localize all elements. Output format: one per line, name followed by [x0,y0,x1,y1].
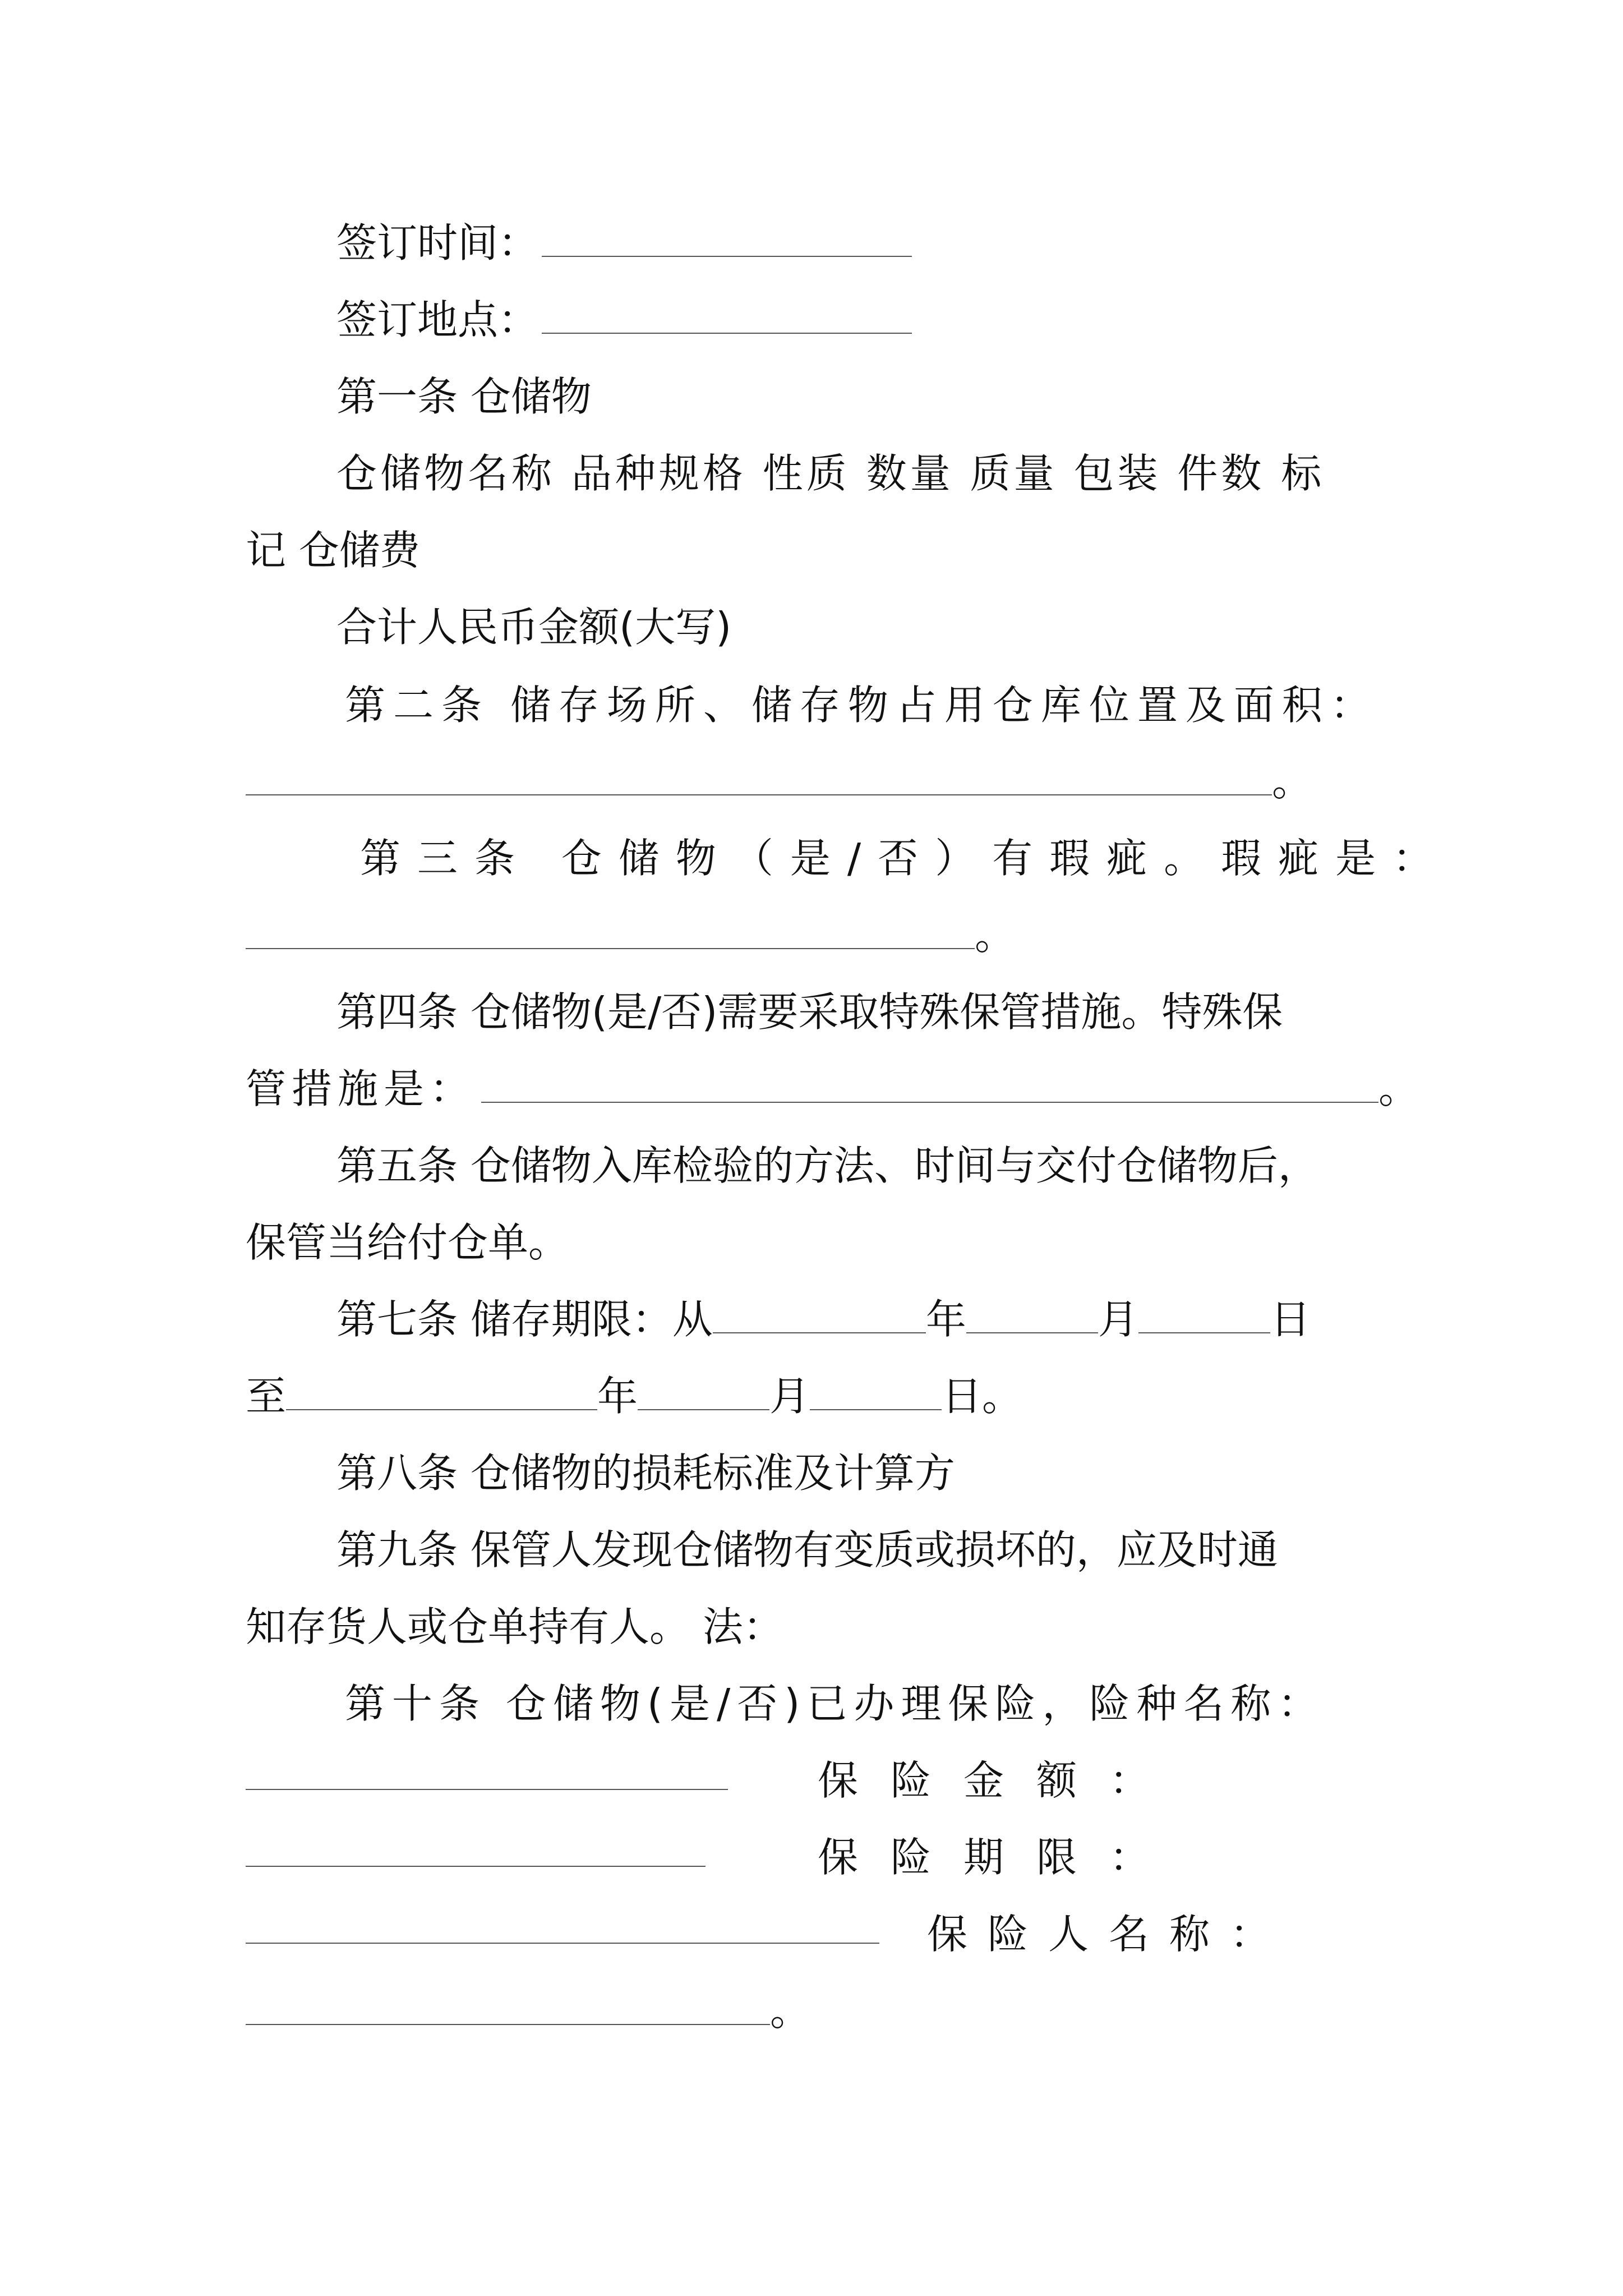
article1-items-line1: 仓储物名称 品种规格 性质 数量 质量 包装 件数 标 [336,450,1325,497]
article10-type-blank [246,1750,728,1790]
article3-text: 第三条 仓储物（是/否）有瑕疵。瑕疵是： [360,835,1450,882]
sign-time-row [336,212,912,274]
sign-place-row [336,289,912,351]
article1-total: 合计人民币金额(大写) [336,604,732,651]
article9-line2: 知存货人或仓单持有人。 法： [246,1603,783,1650]
article10-insurer-row [246,1903,1390,1965]
article7-from-month-blank [966,1293,1098,1333]
article10-period-row [246,1826,1390,1888]
article5-line2: 保管当给付仓单。 [246,1219,569,1266]
article7-from-day-blank [1138,1293,1270,1333]
sign-time-blank [542,217,912,257]
article8-text: 第八条 仓储物的损耗标准及计算方 [336,1450,955,1497]
article2-blank-row [246,751,1312,812]
article7-to-month-blank [638,1370,769,1410]
sign-time-label: 签订时间： [336,219,539,266]
article4-line2-row [246,1058,1419,1120]
article7-day-end: 日。 [942,1373,1023,1420]
sign-place-blank [542,293,912,334]
article2-blank [246,755,1272,795]
article10-amount-label: 保险金额： [818,1757,1183,1804]
article1-title: 第一条 仓储物 [336,373,592,420]
article5-line1: 第五条 仓储物入库检验的方法、时间与交付仓储物后， [336,1142,1318,1189]
article7-line2 [246,1365,1022,1427]
article4-end: 。 [1378,1065,1419,1112]
article7-year: 年 [925,1296,966,1343]
article7-line1 [336,1289,1311,1350]
article10-line1: 第十条 仓储物(是/否)已办理保险，险种名称： [345,1680,1325,1727]
article3-blank [246,909,975,949]
article7-from-label: 第七条 储存期限：从 [336,1296,713,1343]
article2-end: 。 [1272,758,1313,805]
article10-final-row [246,1980,810,2042]
sign-place-label: 签订地点： [336,296,539,343]
article7-day: 日 [1270,1296,1311,1343]
article10-insurer-label: 保险人名称： [927,1911,1291,1958]
article7-month-2: 月 [769,1373,810,1420]
article10-insurer-blank [246,1985,770,2025]
article4-line2: 管措施是： [246,1065,476,1112]
article10-amount-row [246,1750,1390,1811]
article10-period-label: 保险期限： [818,1834,1183,1881]
article4-blank [481,1062,1378,1103]
article3-blank-row [246,904,1015,966]
article7-to-year-blank [286,1370,597,1410]
article7-from-year-blank [713,1293,926,1333]
article7-year-2: 年 [597,1373,638,1420]
article7-to-day-blank [810,1370,942,1410]
article3-end: 。 [975,912,1016,959]
article1-items-line2: 记 仓储费 [246,527,420,574]
article10-period-blank [246,1903,879,1944]
article4-line1: 第四条 仓储物(是/否)需要采取特殊保管措施。特殊保 [336,988,1283,1036]
article2-text: 第二条 储存场所、储存物占用仓库位置及面积： [345,682,1378,729]
article7-month: 月 [1098,1296,1138,1343]
article10-end: 。 [770,1987,811,2035]
article7-to-label: 至 [246,1373,287,1420]
article9-line1: 第九条 保管人发现仓储物有变质或损坏的，应及时通 [336,1526,1278,1573]
article10-amount-blank [246,1826,706,1867]
